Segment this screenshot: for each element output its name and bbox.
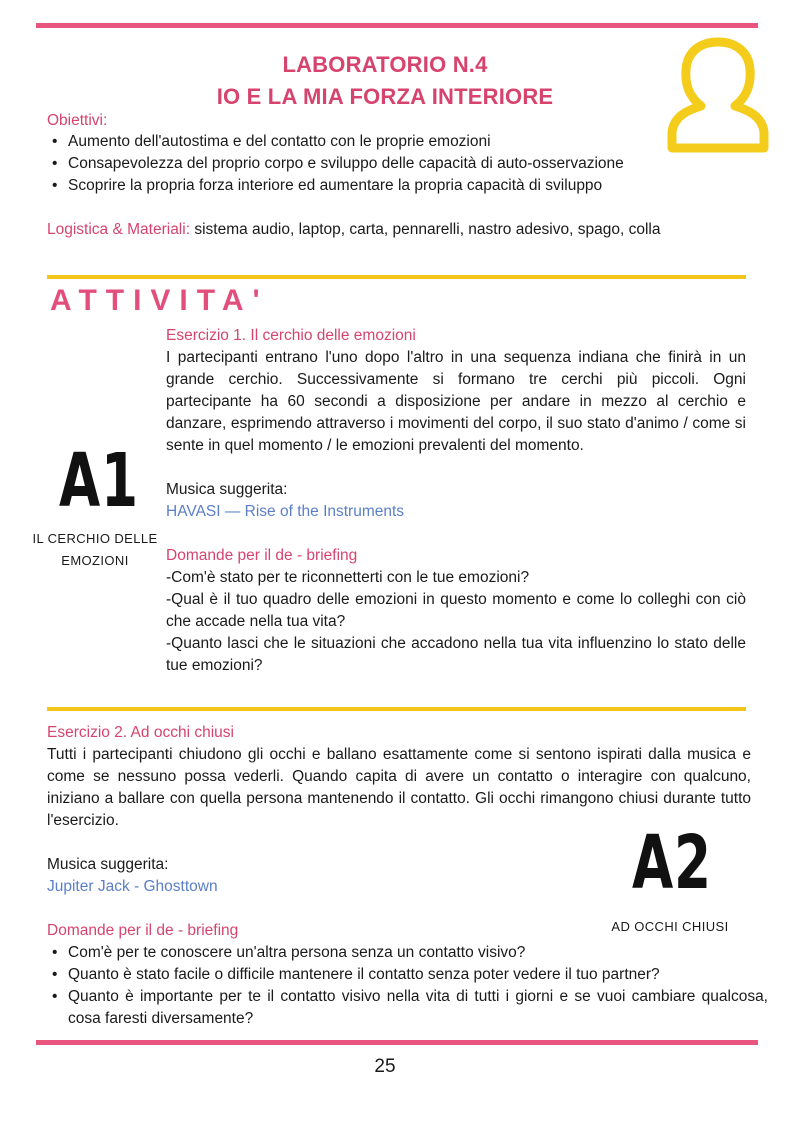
logistics-text: sistema audio, laptop, carta, pennarelli, nastro adesivo, spago, colla [190, 221, 661, 238]
a1-question: -Quanto lasci che le situazioni che accadono nella tua vita influenzino lo stato delle tue emozioni? [166, 635, 746, 674]
top-divider [36, 23, 758, 28]
a1-debrief-label: Domande per il de - briefing [166, 547, 358, 564]
objectives-label: Obiettivi: [47, 112, 108, 129]
a1-question: -Qual è il tuo quadro delle emozioni in questo momento e come lo colleghi con ciò che accade nella tua vita? [166, 591, 746, 630]
a2-content [47, 722, 751, 832]
a2-music-label: Musica suggerita: [47, 856, 169, 873]
page-title-line2: IO E LA MIA FORZA INTERIORE [216, 84, 554, 109]
a1-question: -Com'è stato per te riconnetterti con le tue emozioni? [166, 569, 530, 586]
bottom-divider [36, 1040, 758, 1045]
a1-music-link[interactable]: HAVASI — Rise of the Instruments [166, 503, 405, 520]
a1-content [166, 325, 746, 677]
a1-code: A1 [59, 438, 139, 524]
a2-question: • Quanto è stato facile o difficile mantenere il contatto senza poter vedere il tuo partner? [68, 964, 768, 986]
a2-code: A2 [632, 820, 712, 906]
a1-description: I partecipanti entrano l'uno dopo l'altro in una sequenza indiana che finirà in un grande cerchio. Successivamente si formano tre cerchi più piccoli. Ogni partecipante ha 60 secondi a disposizione per andare in mezzo al cerchio e danzare, esprimendo attraverso i movimenti del corpo, il suo stato d'animo / come si sente in quel momento / le emozioni prevalenti del momento. [166, 349, 746, 454]
objective-item: • Scoprire la propria forza interiore ed aumentare la propria capacità di sviluppo [68, 175, 768, 197]
section-divider [47, 275, 746, 279]
a2-music-link[interactable]: Jupiter Jack - Ghosttown [47, 878, 218, 895]
a1-caption [20, 528, 170, 572]
a1-music-label: Musica suggerita: [166, 481, 288, 498]
a1-title: Esercizio 1. Il cerchio delle emozioni [166, 327, 416, 344]
a2-question: • Quanto è importante per te il contatto visivo nella vita di tutti i giorni e se vuoi cambiare qualcosa, cosa faresti diversamente? [68, 986, 768, 1030]
objective-item: • Consapevolezza del proprio corpo e sviluppo delle capacità di auto-osservazione [68, 153, 768, 175]
a2-music [47, 854, 447, 942]
page-title-line1: LABORATORIO N.4 [282, 52, 488, 77]
section-heading: ATTIVITA' [50, 284, 269, 317]
a1-caption-line2: EMOZIONI [61, 553, 129, 568]
a2-debrief-label: Domande per il de - briefing [47, 922, 239, 939]
a2-caption: AD OCCHI CHIUSI [611, 919, 729, 934]
exercise-divider [47, 707, 746, 711]
objective-item: • Aumento dell'autostima e del contatto con le proprie emozioni [68, 131, 768, 153]
a2-description: Tutti i partecipanti chiudono gli occhi e ballano esattamente come si sentono ispirati dalla musica e come se nessuno possa vederli. Quando capita di avere un contatto o interagire con qualcuno, iniziano a ballare con quella persona mantenendo il contatto. Gli occhi rimangono chiusi durante tutto l'esercizio. [47, 746, 751, 829]
logistics-paragraph [47, 219, 697, 241]
a2-questions-list [48, 942, 768, 1030]
a1-caption-line1: IL CERCHIO DELLE [32, 531, 158, 546]
a2-title: Esercizio 2. Ad occhi chiusi [47, 724, 234, 741]
page-number: 25 [374, 1056, 396, 1077]
objectives-list [48, 131, 768, 197]
a2-question: • Com'è per te conoscere un'altra persona senza un contatto visivo? [68, 942, 768, 964]
logistics-label: Logistica & Materiali: [47, 221, 191, 238]
